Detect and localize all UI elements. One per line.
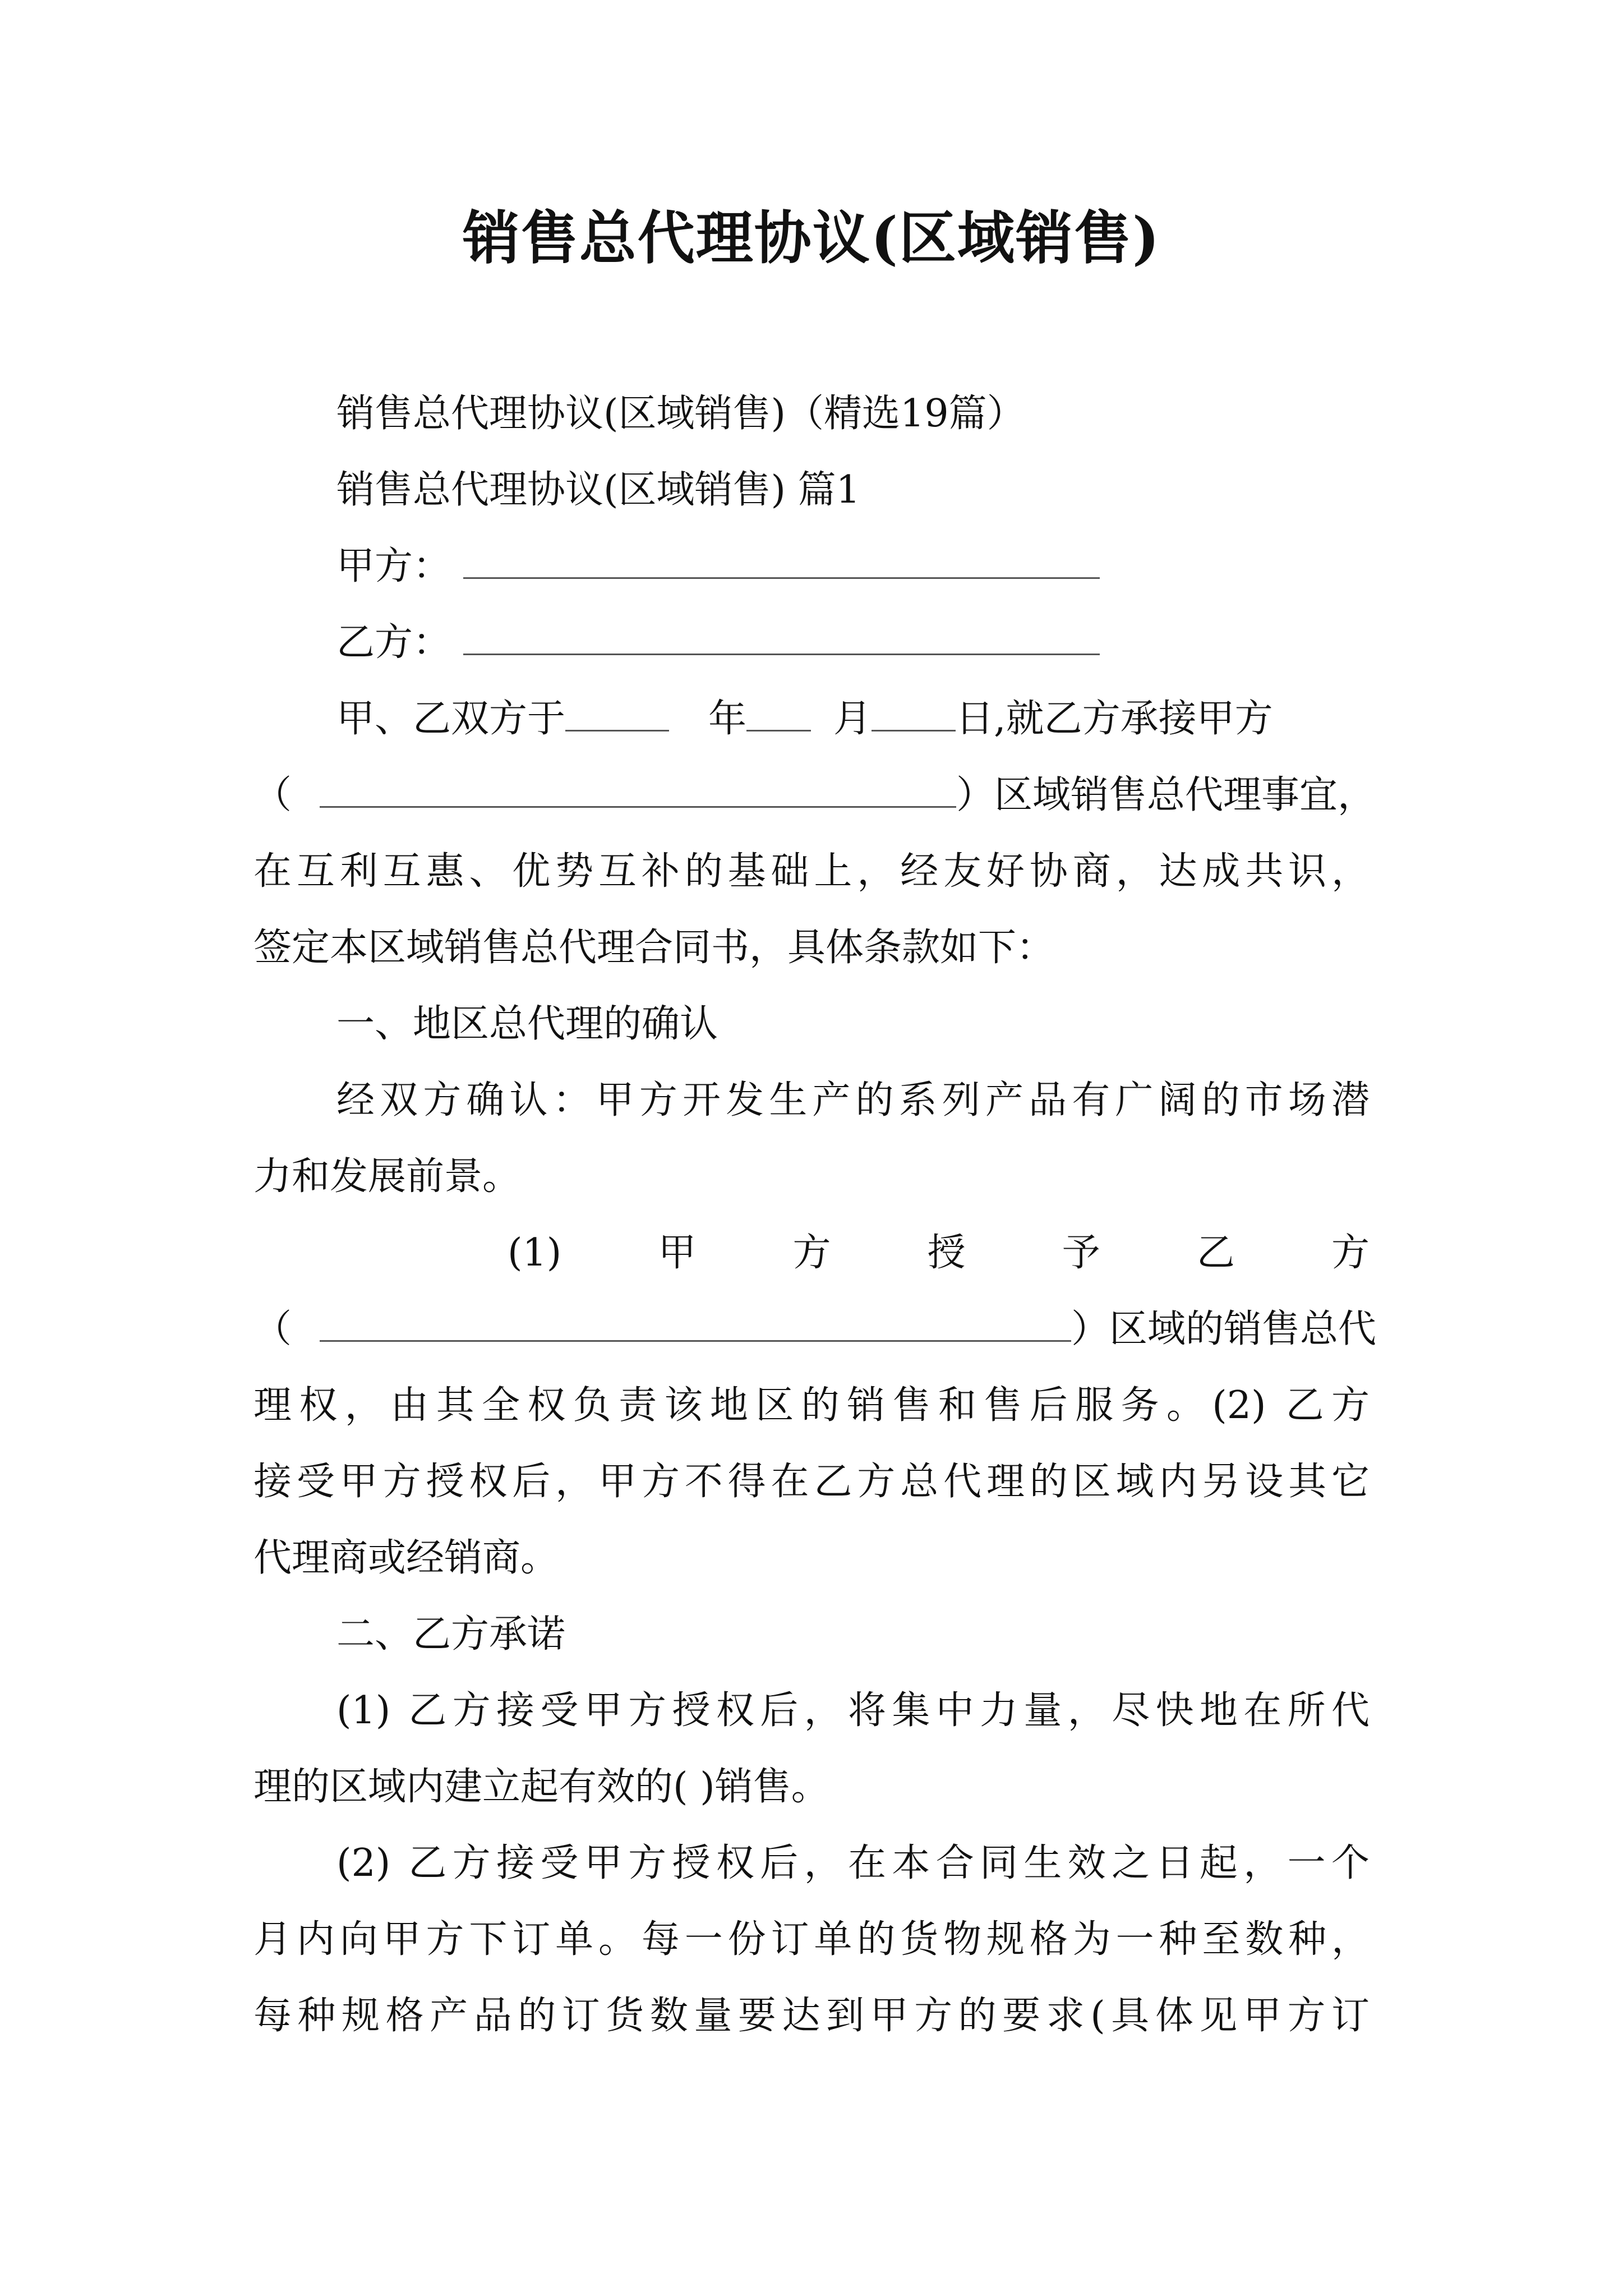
spaced-char: 甲 bbox=[658, 1231, 697, 1275]
authorized-region-suffix: ）区域的销售总代 bbox=[1071, 1307, 1377, 1351]
intro-line-2 bbox=[253, 769, 1376, 822]
intro-line-3: 在互利互惠、优势互补的基础上，经友好协商，达成共识， bbox=[253, 849, 1370, 894]
intro-text-date-prefix: 甲、乙双方于 bbox=[336, 697, 566, 741]
section-2-paragraph-1-line-2: 理的区域内建立起有效的( )销售。 bbox=[253, 1765, 829, 1809]
party-a-blank[interactable] bbox=[463, 545, 1100, 579]
open-paren: （ bbox=[253, 773, 292, 817]
party-a-label: 甲方： bbox=[336, 544, 451, 588]
year-blank[interactable] bbox=[565, 697, 669, 731]
month-label: 月 bbox=[833, 697, 872, 741]
month-blank[interactable] bbox=[746, 697, 811, 731]
spaced-char: 方 bbox=[1331, 1231, 1370, 1275]
document-title: 销售总代理协议(区域销售) bbox=[462, 205, 1161, 272]
year-label: 年 bbox=[708, 697, 747, 741]
party-b-label: 乙方： bbox=[336, 620, 451, 665]
document-subtitle: 销售总代理协议(区域销售)（精选19篇） bbox=[336, 392, 1025, 436]
authorized-region-blank[interactable] bbox=[320, 1308, 1071, 1342]
party-b-blank[interactable] bbox=[463, 621, 1100, 655]
party-a-line bbox=[336, 540, 1370, 593]
section-2-paragraph-2-line-1: (2) 乙方接受甲方授权后，在本合同生效之日起，一个 bbox=[336, 1841, 1370, 1885]
section-1-paragraph-2-line-2 bbox=[253, 1303, 1377, 1356]
section-2-paragraph-2-line-2: 月内向甲方下订单。每一份订单的货物规格为一种至数种， bbox=[253, 1917, 1370, 1962]
party-b-line bbox=[336, 616, 1370, 670]
section-1-paragraph-2-line-3: 理权，由其全权负责该地区的销售和售后服务。(2) 乙方 bbox=[253, 1383, 1370, 1428]
open-paren: （ bbox=[253, 1307, 292, 1351]
day-blank[interactable] bbox=[872, 697, 956, 731]
section-2-paragraph-1-line-1: (1) 乙方接受甲方授权后，将集中力量，尽快地在所代 bbox=[336, 1688, 1370, 1733]
section-1-heading: 一、地区总代理的确认 bbox=[336, 1002, 718, 1046]
region-blank[interactable] bbox=[320, 774, 956, 808]
section-2-heading: 二、乙方承诺 bbox=[336, 1612, 566, 1657]
section-1-paragraph-1-line-1: 经双方确认：甲方开发生产的系列产品有广阔的市场潜 bbox=[336, 1078, 1370, 1122]
spaced-char: 授 bbox=[927, 1231, 966, 1275]
item-number-1: (1) bbox=[508, 1231, 562, 1275]
intro-text-date-suffix: 日,就乙方承接甲方 bbox=[956, 697, 1273, 741]
spaced-char: 予 bbox=[1062, 1231, 1100, 1275]
intro-line-4: 签定本区域销售总代理合同书，具体条款如下： bbox=[253, 926, 1055, 970]
intro-line-1 bbox=[336, 692, 1370, 746]
section-1-paragraph-2-line-5: 代理商或经销商。 bbox=[253, 1536, 559, 1580]
section-1-paragraph-2-line-4: 接受甲方授权后，甲方不得在乙方总代理的区域内另设其它 bbox=[253, 1460, 1370, 1504]
section-2-paragraph-2-line-3: 每种规格产品的订货数量要达到甲方的要求(具体见甲方订 bbox=[253, 1994, 1370, 2038]
section-1-paragraph-2-line-1 bbox=[508, 1226, 1370, 1280]
intro-region-suffix: ）区域销售总代理事宜， bbox=[956, 773, 1376, 817]
spaced-char: 方 bbox=[792, 1231, 831, 1275]
spaced-char: 乙 bbox=[1196, 1231, 1235, 1275]
section-heading: 销售总代理协议(区域销售) 篇1 bbox=[336, 468, 860, 512]
section-1-paragraph-1-line-2: 力和发展前景。 bbox=[253, 1154, 521, 1199]
